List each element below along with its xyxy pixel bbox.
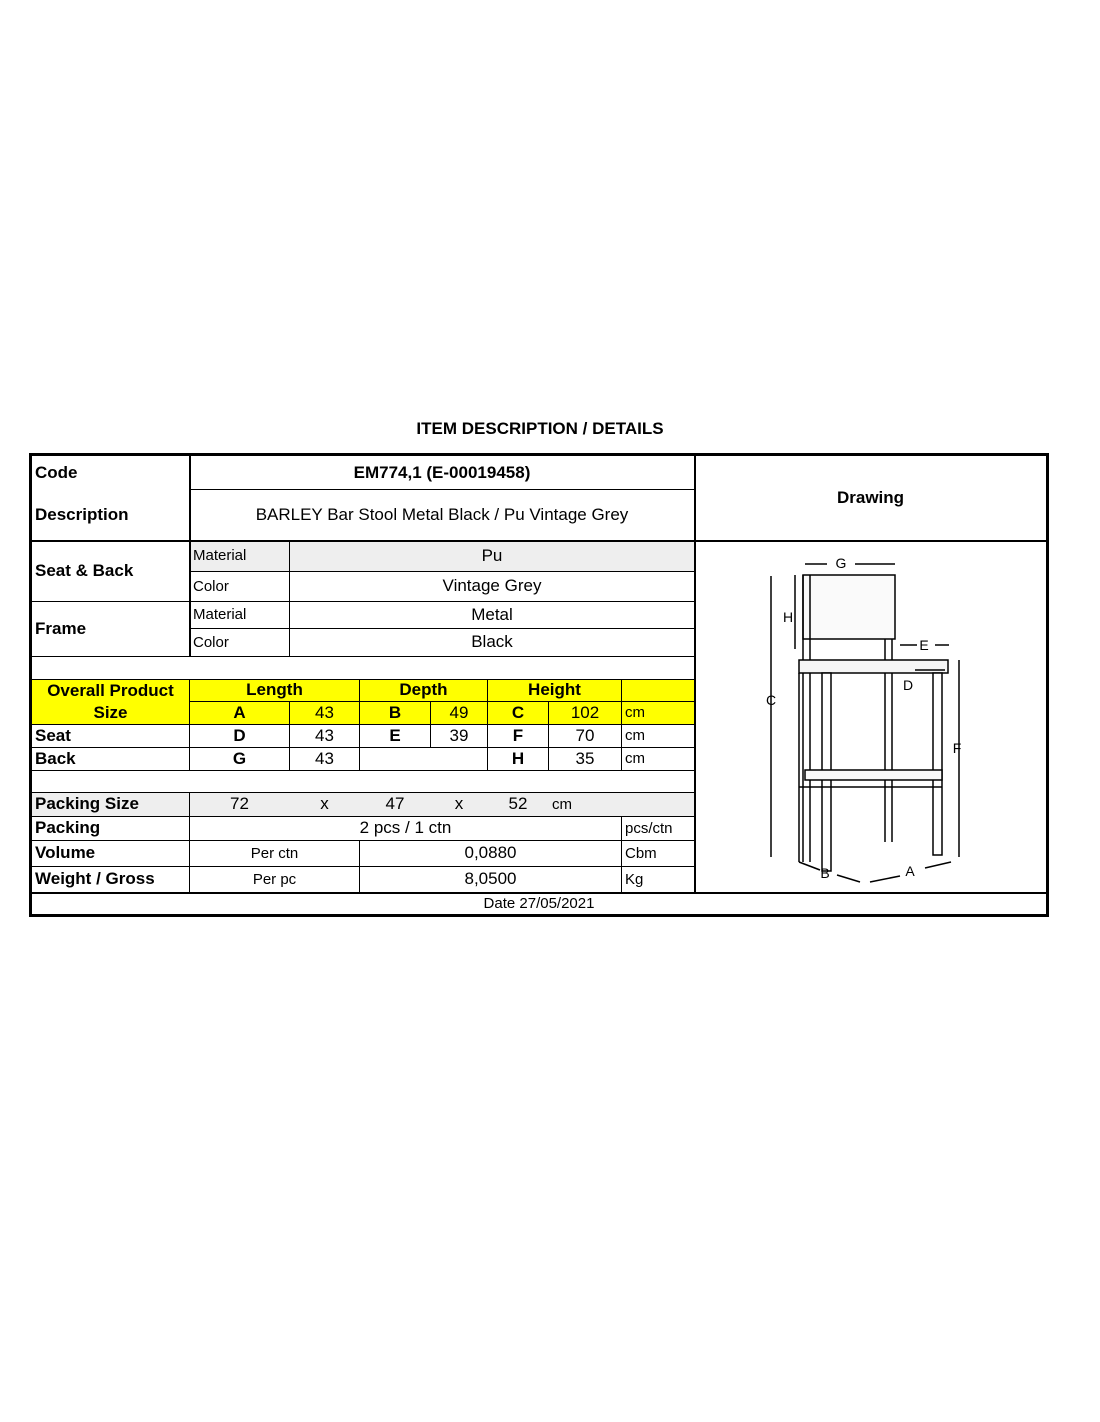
drawing-letter-h: H: [782, 609, 794, 625]
volume-label: Volume: [35, 843, 96, 862]
packing-size-height: 52: [508, 794, 528, 813]
back-length-value: 43: [315, 748, 334, 768]
seat-depth-key: E: [389, 725, 401, 745]
seat-material-label: Material: [193, 547, 247, 564]
packing-value: 2 pcs / 1 ctn: [359, 818, 452, 837]
overall-depth-key: B: [388, 702, 402, 722]
frame-label: Frame: [35, 618, 87, 638]
weight-value: 8,0500: [464, 869, 517, 888]
seat-color-value: Vintage Grey: [442, 576, 542, 595]
drawing-label: Drawing: [836, 488, 905, 507]
drawing-letter-g: G: [835, 555, 847, 571]
description-label: Description: [35, 504, 129, 524]
seat-size-label: Seat: [35, 725, 71, 745]
weight-per: Per pc: [252, 870, 297, 888]
size-header-line1: Overall Product: [47, 680, 174, 700]
volume-value: 0,0880: [464, 843, 517, 862]
item-details-sheet: [29, 453, 1049, 917]
overall-height-value: 102: [570, 702, 600, 722]
drawing-letter-e: E: [919, 637, 929, 653]
overall-length-value: 43: [315, 702, 334, 722]
packing-unit: pcs/ctn: [625, 819, 673, 837]
description-value: BARLEY Bar Stool Metal Black / Pu Vintage Grey: [255, 504, 629, 524]
packing-size-label: Packing Size: [35, 794, 139, 813]
overall-unit: cm: [625, 704, 645, 721]
height-header: Height: [528, 680, 581, 699]
back-height-value: 35: [575, 748, 595, 768]
frame-material-label: Material: [193, 606, 247, 623]
back-unit: cm: [625, 750, 645, 767]
frame-color-value: Black: [471, 632, 513, 651]
overall-depth-value: 49: [449, 702, 469, 722]
back-height-key: H: [511, 748, 525, 768]
size-header-line2: Size: [93, 703, 128, 722]
drawing-letter-f: F: [952, 740, 962, 756]
grid-line: [32, 770, 695, 771]
drawing-letter-a: A: [905, 863, 915, 879]
drawing-letter-b: B: [820, 865, 830, 881]
volume-unit: Cbm: [625, 844, 657, 862]
seat-height-value: 70: [575, 725, 595, 745]
overall-length-key: A: [233, 702, 246, 722]
weight-unit: Kg: [625, 870, 644, 888]
packing-size-x1: x: [320, 794, 329, 813]
back-size-label: Back: [35, 748, 76, 768]
packing-size-unit: cm: [552, 795, 572, 813]
seat-back-label: Seat & Back: [35, 560, 134, 580]
length-header: Length: [246, 680, 303, 699]
frame-material-value: Metal: [471, 604, 513, 624]
code-value: EM774,1 (E-00019458): [353, 462, 531, 482]
seat-depth-value: 39: [449, 725, 469, 745]
grid-line: [32, 656, 695, 657]
depth-header: Depth: [399, 680, 448, 699]
back-length-key: G: [232, 748, 247, 768]
seat-length-value: 43: [315, 725, 334, 745]
date: Date 27/05/2021: [483, 895, 595, 912]
weight-label: Weight / Gross: [35, 869, 155, 888]
code-label: Code: [35, 462, 78, 482]
bar-stool-drawing-icon: [695, 542, 1046, 892]
packing-size-length: 72: [230, 794, 249, 813]
page-title: ITEM DESCRIPTION / DETAILS: [416, 419, 664, 438]
packing-size-x2: x: [454, 794, 464, 813]
seat-material-value: Pu: [481, 545, 503, 565]
frame-color-label: Color: [193, 633, 229, 651]
drawing-panel: [695, 542, 1046, 892]
seat-length-key: D: [233, 725, 246, 745]
packing-size-width: 47: [385, 794, 405, 813]
volume-per: Per ctn: [250, 844, 299, 862]
seat-unit: cm: [625, 727, 645, 744]
overall-height-key: C: [511, 702, 525, 722]
drawing-letter-d: D: [902, 677, 914, 693]
drawing-letter-c: C: [765, 692, 777, 708]
seat-height-key: F: [512, 725, 524, 745]
packing-label: Packing: [35, 818, 101, 837]
seat-color-label: Color: [193, 577, 229, 595]
